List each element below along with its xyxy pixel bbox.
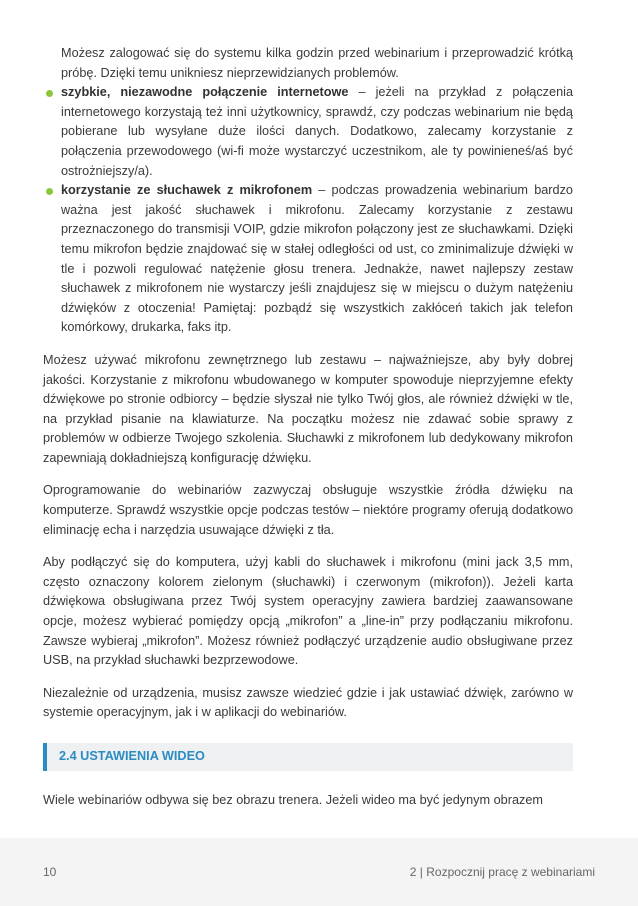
bullet-item bbox=[43, 83, 573, 181]
page-footer bbox=[0, 838, 638, 906]
chapter-title: 2 | Rozpocznij pracę z webinariami bbox=[409, 865, 595, 879]
body-paragraph: Wiele webinariów odbywa się bez obrazu trenera. Jeżeli wideo ma być jedynym obrazem bbox=[43, 793, 543, 807]
bullet-dot-icon bbox=[46, 188, 53, 195]
bullet-item bbox=[43, 181, 573, 338]
body-paragraph: Niezależnie od urządzenia, musisz zawsze wiedzieć gdzie i jak ustawiać dźwięk, zarówno w systemie operacyjnym, jak i w aplikacji do webinariów. bbox=[43, 685, 573, 720]
page-number: 10 bbox=[43, 865, 57, 879]
section-title: 2.4 USTAWIENIA WIDEO bbox=[59, 749, 205, 763]
body-paragraph: Aby podłączyć się do komputera, użyj kabli do słuchawek i mikrofonu (mini jack 3,5 mm, często oznaczony kolorem zielonym (słuchawki) i czerwonym (mikrofon)). Jeżeli karta dźwiękowa obsługiwana przez Twój system operacyjny zawiera bardziej zaawansowane opcje, możesz wybierać pomiędzy opcją „mikrofon” a „line-in” przy podłączaniu mikrofonu. Zawsze wybieraj „mikrofon”. Możesz również podłączyć urządzenie audio obsługiwane przez USB, na przykład słuchawki bezprzewodowe. bbox=[43, 555, 573, 668]
bullet-text: – podczas prowadzenia webinarium bardzo ważna jest jakość słuchawek i mikrofonu. Zalecamy korzystanie z zestawu przeznaczonego do transmisji VOIP, gdzie mikrofon połączony jest ze słuchawkami. Dzięki temu mikrofon będzie znajdować się w stałej odległości od ust, co zminimalizuje dźwięki w tle i pozwoli regulować natężenie głosu trenera. Jednakże, nawet najlepszy zestaw słuchawek z mikrofonem nie wystarczy jeśli znajdujesz się w miejscu o dużym natężeniu dźwięków z otoczenia! Pamiętaj: pozbądź się wszystkich zakłóceń takich jak telefon komórkowy, drukarka, faks itp. bbox=[61, 183, 573, 335]
section-heading-bar bbox=[43, 743, 573, 771]
bullet-list bbox=[43, 83, 573, 338]
section-accent-stripe bbox=[43, 743, 47, 771]
bullet-term: szybkie, niezawodne połączenie internetowe bbox=[61, 85, 349, 100]
body-paragraph: Oprogramowanie do webinariów zazwyczaj obsługuje wszystkie źródła dźwięku na komputerze. Sprawdź wszystkie opcje podczas testów – niektóre programy oferują dodatkowo eliminację echa i narzędzia usuwające dźwięki z tła. bbox=[43, 483, 573, 537]
bullet-dot-icon bbox=[46, 90, 53, 97]
body-paragraph: Możesz używać mikrofonu zewnętrznego lub zestawu – najważniejsze, aby były dobrej jakości. Korzystanie z mikrofonu wbudowanego w komputer spowoduje nieprzyjemne efekty dźwiękowe po stronie odbiorcy – będzie słyszał nie tylko Twój głos, ale również dźwięki w tle, na przykład pisanie na klawiaturze. Na początku możesz nie zdawać sobie sprawy z problemów w odbierze Twojego szkolenia. Słuchawki z mikrofonem lub dedykowany mikrofon zapewniają dokładniejszą konfigurację dźwięku. bbox=[43, 352, 573, 465]
page-content bbox=[43, 44, 573, 824]
continuation-paragraph: Możesz zalogować się do systemu kilka godzin przed webinarium i przeprowadzić krótką próbę. Dzięki temu unikniesz nieprzewidzianych problemów. bbox=[61, 46, 573, 80]
bullet-text: – jeżeli na przykład z połączenia internetowego korzystają też inni użytkownicy, sprawdź, czy podczas webinarium nie będą pobierane lub wysyłane duże ilości danych. Dodatkowo, zalecamy korzystanie z połączenia przewodowego (wi-fi może wystarczyć uczestnikom, ale ty powinieneś/aś być ostrożniejszy/a). bbox=[61, 85, 573, 178]
bullet-term: korzystanie ze słuchawek z mikrofonem bbox=[61, 183, 313, 198]
